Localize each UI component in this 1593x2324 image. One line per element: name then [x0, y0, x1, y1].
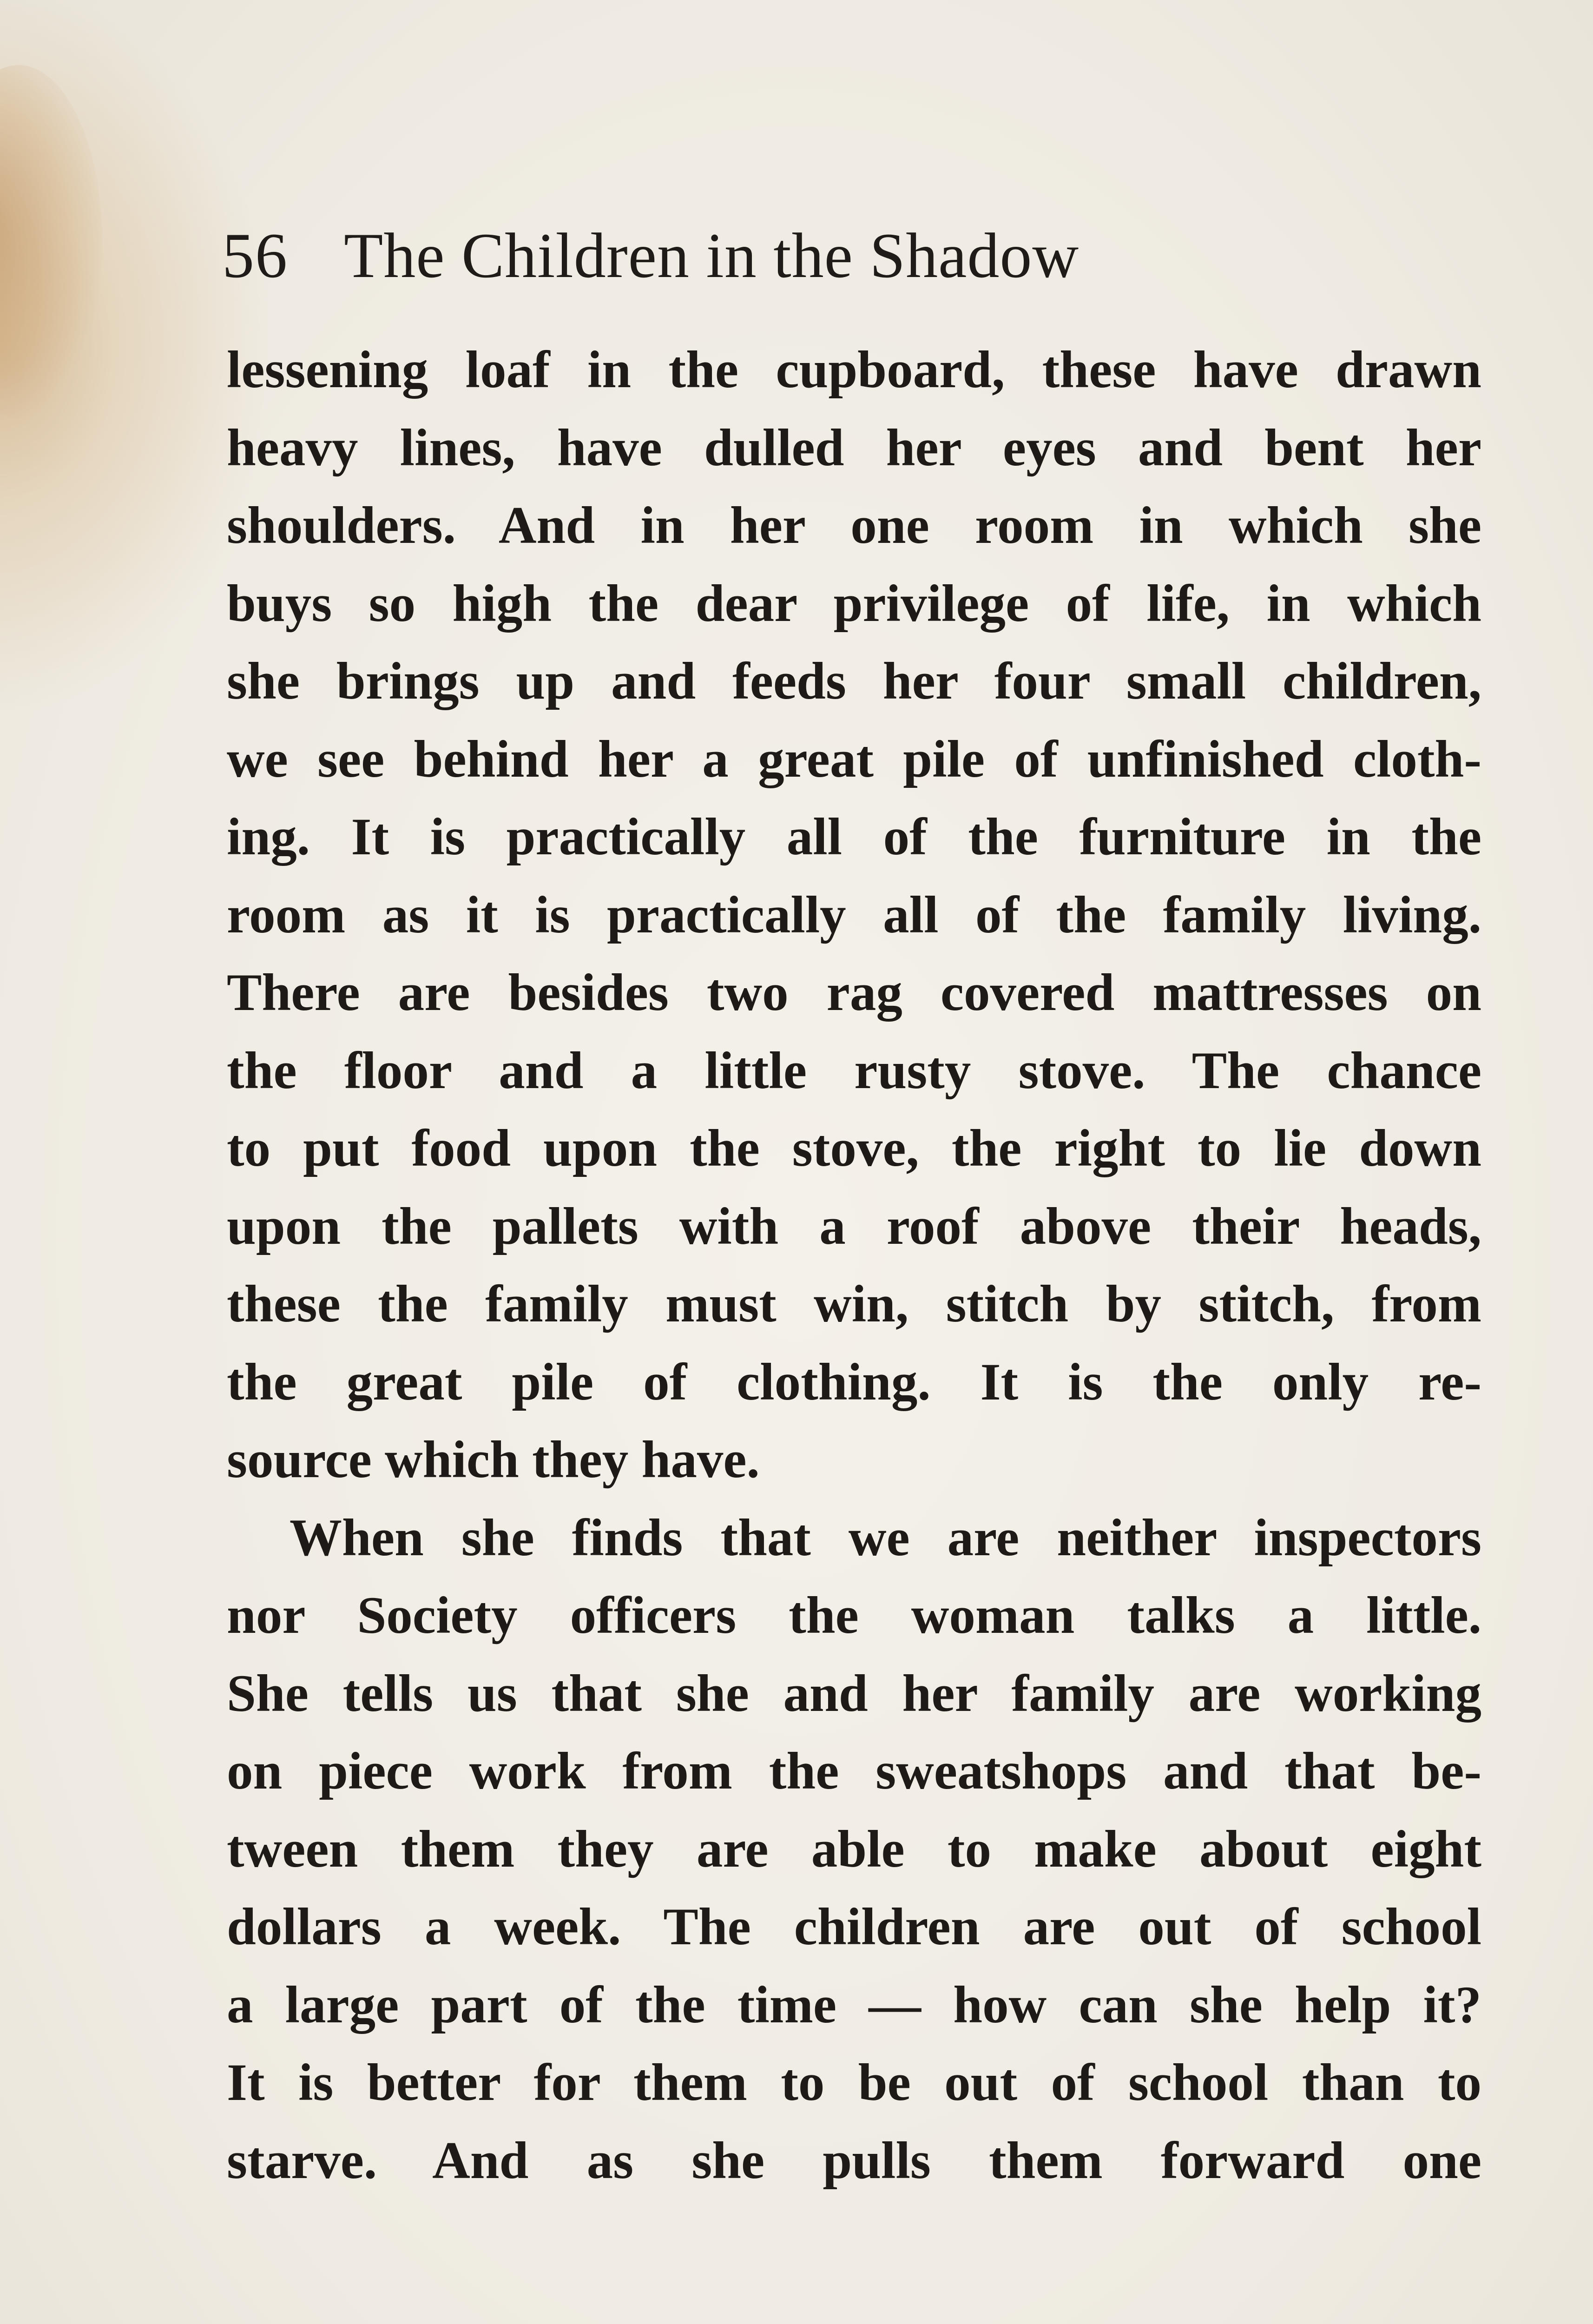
text-line: a large part of the time — how can she help it? — [227, 1975, 1481, 2034]
text-line: lessening loaf in the cupboard, these have drawn — [227, 341, 1481, 399]
text-line: heavy lines, have dulled her eyes and bent her — [227, 418, 1481, 477]
page-header — [222, 218, 1079, 293]
text-line: on piece work from the sweatshops and that be- — [227, 1742, 1481, 1800]
text-line: tween them they are able to make about eight — [227, 1820, 1481, 1878]
text-line: She tells us that she and her family are working — [227, 1664, 1481, 1723]
text-line: she brings up and feeds her four small children, — [227, 652, 1481, 710]
text-line: It is better for them to be out of school than to — [227, 2053, 1481, 2112]
text-line: When she finds that we are neither inspectors — [290, 1508, 1481, 1567]
text-line: we see behind her a great pile of unfinished cloth- — [227, 730, 1481, 788]
text-line: room as it is practically all of the family living. — [227, 885, 1481, 944]
text-line: dollars a week. The children are out of school — [227, 1898, 1481, 1956]
text-line: upon the pallets with a roof above their heads, — [227, 1197, 1481, 1255]
text-line: buys so high the dear privilege of life, in which — [227, 574, 1481, 633]
running-head: The Children in the Shadow — [344, 220, 1080, 291]
text-line: ing. It is practically all of the furniture in the — [227, 808, 1481, 866]
text-line: source which they have. — [227, 1431, 760, 1489]
text-line: the great pile of clothing. It is the only re- — [227, 1353, 1481, 1411]
text-line: There are besides two rag covered mattresses on — [227, 964, 1481, 1022]
paper-stain — [0, 65, 102, 418]
text-line: the floor and a little rusty stove. The chance — [227, 1041, 1481, 1100]
text-line: shoulders. And in her one room in which she — [227, 496, 1481, 555]
text-line: these the family must win, stitch by stitch, from — [227, 1275, 1481, 1333]
page-number: 56 — [222, 220, 288, 291]
body-text — [227, 331, 1481, 2199]
text-line: nor Society officers the woman talks a little. — [227, 1586, 1481, 1644]
text-line: to put food upon the stove, the right to lie down — [227, 1119, 1481, 1177]
text-line: starve. And as she pulls them forward one — [227, 2131, 1481, 2190]
